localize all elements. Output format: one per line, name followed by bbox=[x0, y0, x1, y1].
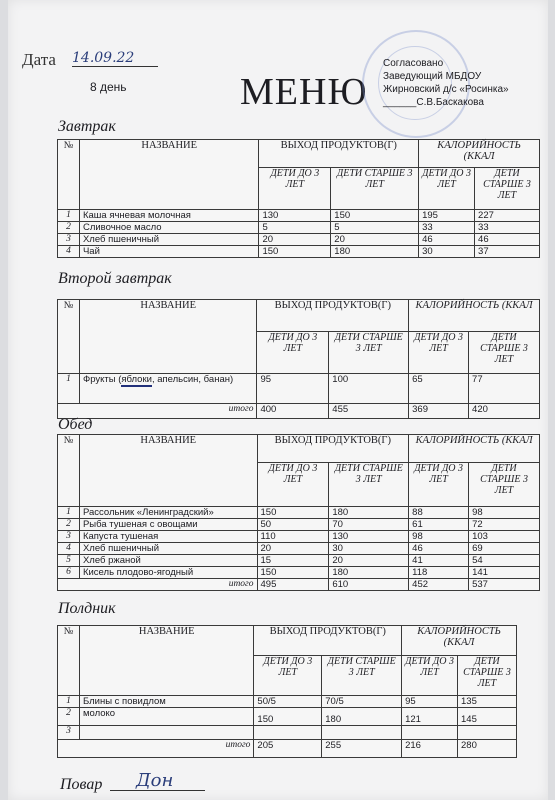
col-older: ДЕТИ СТАРШЕ 3 ЛЕТ bbox=[329, 463, 409, 507]
approval-line: Жирновский д/с «Росинка» bbox=[383, 84, 509, 95]
col-older: ДЕТИ СТАРШЕ 3 ЛЕТ bbox=[331, 168, 419, 210]
col-older-cal: ДЕТИ СТАРШЕ 3 ЛЕТ bbox=[469, 332, 540, 374]
section-title-breakfast: Завтрак bbox=[58, 118, 116, 135]
table-row: 2 Рыба тушеная с овощами 50 70 61 72 bbox=[58, 519, 540, 531]
col-young-cal: ДЕТИ ДО 3 ЛЕТ bbox=[409, 332, 469, 374]
approval-line: Согласовано bbox=[383, 58, 444, 69]
col-young: ДЕТИ ДО 3 ЛЕТ bbox=[254, 656, 322, 696]
col-older: ДЕТИ СТАРШЕ 3 ЛЕТ bbox=[329, 332, 409, 374]
col-name: НАЗВАНИЕ bbox=[79, 435, 257, 507]
section-title-snack: Полдник bbox=[58, 600, 116, 617]
col-output: ВЫХОД ПРОДУКТОВ(Г) bbox=[257, 300, 409, 332]
cook-label: Повар bbox=[60, 776, 103, 793]
approval-line: Заведующий МБДОУ bbox=[383, 71, 482, 82]
col-older-cal: ДЕТИ СТАРШЕ 3 ЛЕТ bbox=[469, 463, 540, 507]
table-row: 5 Хлеб ржаной 15 20 41 54 bbox=[58, 555, 540, 567]
page-title: МЕНЮ bbox=[240, 71, 368, 113]
table-row: 1 Фрукты (яблоки, апельсин, банан) 95 100 65 77 bbox=[58, 374, 540, 404]
approval-block bbox=[383, 57, 509, 109]
cook-signature: Дон bbox=[136, 770, 174, 791]
col-output: ВЫХОД ПРОДУКТОВ(Г) bbox=[257, 435, 409, 463]
col-calories: КАЛОРИЙНОСТЬ (ККАЛ bbox=[409, 300, 540, 332]
second-breakfast-table bbox=[57, 299, 540, 419]
col-older: ДЕТИ СТАРШЕ 3 ЛЕТ bbox=[322, 656, 402, 696]
table-row: 3 Хлеб пшеничный 20 20 46 46 bbox=[58, 234, 540, 246]
col-young: ДЕТИ ДО 3 ЛЕТ bbox=[257, 332, 329, 374]
table-row: 3 bbox=[58, 726, 517, 740]
table-row: 1 Рассольник «Ленинградский» 150 180 88 98 bbox=[58, 507, 540, 519]
approval-line: ______С.В.Баскакова bbox=[383, 97, 484, 108]
col-young-cal: ДЕТИ ДО 3 ЛЕТ bbox=[409, 463, 469, 507]
col-older-cal: ДЕТИ СТАРШЕ 3 ЛЕТ bbox=[475, 168, 540, 210]
section-title-second-breakfast: Второй завтрак bbox=[58, 270, 172, 287]
col-num: № bbox=[58, 140, 80, 210]
col-name: НАЗВАНИЕ bbox=[79, 140, 258, 210]
table-row: 4 Хлеб пшеничный 20 30 46 69 bbox=[58, 543, 540, 555]
section-title-lunch: Обед bbox=[58, 416, 93, 433]
date-value: 14.09.22 bbox=[72, 50, 158, 67]
col-calories: КАЛОРИЙНОСТЬ (ККАЛ bbox=[402, 626, 517, 656]
col-young-cal: ДЕТИ ДО 3 ЛЕТ bbox=[402, 656, 458, 696]
snack-table bbox=[57, 625, 517, 758]
col-young: ДЕТИ ДО 3 ЛЕТ bbox=[257, 463, 329, 507]
col-output: ВЫХОД ПРОДУКТОВ(Г) bbox=[254, 626, 402, 656]
col-num: № bbox=[58, 435, 80, 507]
col-young: ДЕТИ ДО 3 ЛЕТ bbox=[259, 168, 331, 210]
table-row: 2 молоко 150 180 121 145 bbox=[58, 708, 517, 726]
lunch-table bbox=[57, 434, 540, 591]
date-label: Дата bbox=[22, 50, 56, 69]
table-row: 3 Капуста тушеная 110 130 98 103 bbox=[58, 531, 540, 543]
col-name: НАЗВАНИЕ bbox=[79, 626, 253, 696]
col-calories: КАЛОРИЙНОСТЬ (ККАЛ bbox=[419, 140, 540, 168]
table-row: 2 Сливочное масло 5 5 33 33 bbox=[58, 222, 540, 234]
col-num: № bbox=[58, 300, 80, 374]
total-row: итого 495 610 452 537 bbox=[58, 579, 540, 591]
col-num: № bbox=[58, 626, 80, 696]
table-row: 4 Чай 150 180 30 37 bbox=[58, 246, 540, 258]
total-row: итого 205 255 216 280 bbox=[58, 740, 517, 758]
col-calories: КАЛОРИЙНОСТЬ (ККАЛ bbox=[409, 435, 540, 463]
table-row: 1 Блины с повидлом 50/5 70/5 95 135 bbox=[58, 696, 517, 708]
col-name: НАЗВАНИЕ bbox=[79, 300, 256, 374]
breakfast-table bbox=[57, 139, 540, 258]
table-row: 6 Кисель плодово-ягодный 150 180 118 141 bbox=[58, 567, 540, 579]
table-row: 1 Каша ячневая молочная 130 150 195 227 bbox=[58, 210, 540, 222]
total-row: итого 400 455 369 420 bbox=[58, 404, 540, 419]
col-output: ВЫХОД ПРОДУКТОВ(Г) bbox=[259, 140, 419, 168]
day-label: 8 день bbox=[90, 80, 127, 94]
col-young-cal: ДЕТИ ДО 3 ЛЕТ bbox=[419, 168, 475, 210]
col-older-cal: ДЕТИ СТАРШЕ 3 ЛЕТ bbox=[458, 656, 517, 696]
